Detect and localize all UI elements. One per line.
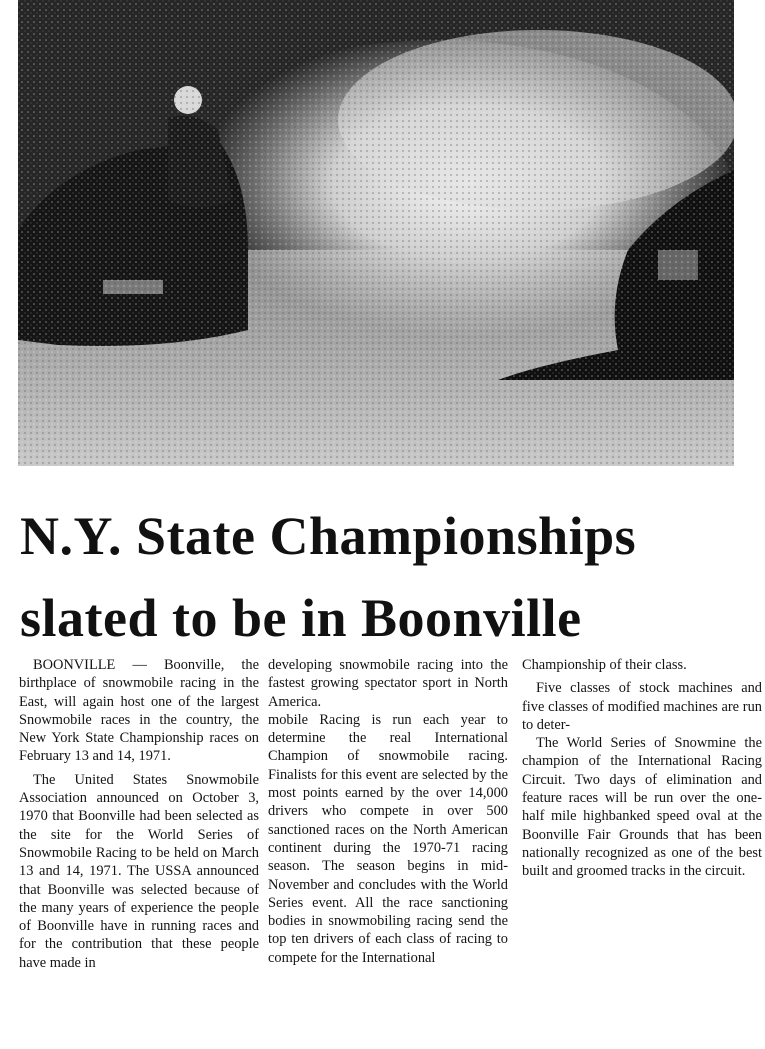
paragraph: BOONVILLE — Boonville, the birthplace of snowmobile racing in the East, will again host one of the largest Snowmobile races in the country, the New York State Championship races on February 13 and 14, 1971. <box>19 657 259 765</box>
paragraph: Five classes of stock machines and five classes of modified machines are run to deter- <box>522 680 762 733</box>
article-column-3 <box>522 656 762 881</box>
headline-line-2: slated to be in Boonville <box>20 588 582 648</box>
paragraph: developing snowmobile racing into the fastest growing spectator sport in North America. <box>268 657 508 710</box>
article-column-1 <box>19 656 259 972</box>
paragraph: The World Series of Snowmine the champion of the International Racing Circuit. Two days of elimination and feature races will be run over the one-half mile highbanked speed oval at the Boonville Fair Grounds that has been nationally recognized as one of the best built and groomed tracks in the circuit. <box>522 735 762 880</box>
headline-line-1: N.Y. State Championships <box>20 506 637 566</box>
paragraph: Championship of their class. <box>522 657 687 673</box>
headline <box>20 495 750 659</box>
paragraph: The United States Snowmobile Association announced on October 3, 1970 that Boonville had been selected as the site for the World Series of Snowmobile Racing to be held on March 13 and 14, 1971. The USSA announced that Boonville was selected because of the many years of experience the people of Boonville have in running races and for the contribution that these people have made in <box>19 771 259 971</box>
snowmobile-race-photo <box>18 0 734 466</box>
article-column-2 <box>268 656 508 967</box>
paragraph: mobile Racing is run each year to determine the real International Champion of snowmobile racing. Finalists for this event are selected by the most points earned by the over 14,000 drivers who compete in over 500 sanctioned races on the North American continent during the 1970-71 racing season. The season begins in mid-November and concludes with the World Series event. All the race sanctioning bodies in snowmobiling racing send the top ten drivers of each class of racing to compete for the International <box>268 711 508 966</box>
